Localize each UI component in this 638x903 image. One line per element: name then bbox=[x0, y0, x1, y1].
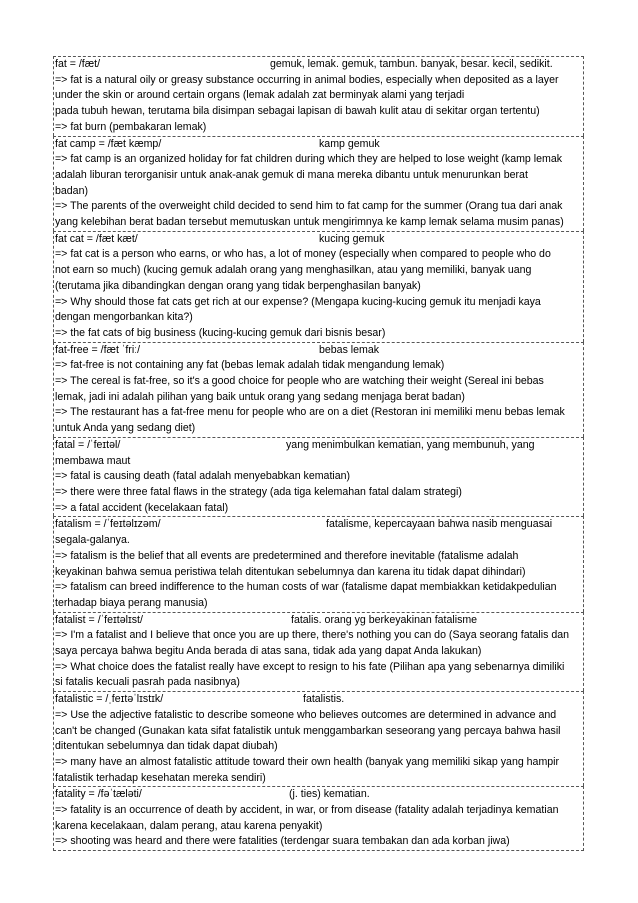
entry-text-line: terhadap biaya perang manusia) bbox=[55, 596, 208, 609]
headword: fat-free = /fæt ˈfriː/ bbox=[55, 343, 141, 356]
translation: yang menimbulkan kematian, yang membunuh, yang bbox=[286, 438, 535, 451]
dictionary-entry bbox=[53, 786, 584, 851]
entry-text-line: dengan mengorbankan kita?) bbox=[55, 311, 193, 324]
dictionary-entry bbox=[53, 612, 584, 692]
translation: fatalis. orang yg berkeyakinan fatalisme bbox=[291, 613, 478, 626]
entry-text-line: (terutama jika dibandingkan dengan orang yang tidak berpenghasilan banyak) bbox=[55, 279, 421, 292]
headword: fatal = /ˈfeɪtəl/ bbox=[55, 438, 121, 451]
translation: kucing gemuk bbox=[319, 232, 385, 245]
headword: fat camp = /fæt kæmp/ bbox=[55, 137, 162, 150]
entry-text-line: under the skin or around certain organs (lemak adalah zat berminyak alami yang terjadi bbox=[55, 89, 465, 102]
entry-text-line: => fat-free is not containing any fat (bebas lemak adalah tidak mengandung lemak) bbox=[55, 359, 445, 372]
entry-headline bbox=[55, 57, 582, 73]
headword: fatalism = /ˈfeɪtəlɪzəm/ bbox=[55, 518, 161, 531]
entry-text-line: not earn so much) (kucing gemuk adalah orang yang menghasilkan, atau yang memiliki, banyak uang bbox=[55, 264, 532, 277]
dictionary-document bbox=[53, 56, 584, 851]
translation: bebas lemak bbox=[319, 343, 380, 356]
entry-text-line: => fatalism is the belief that all events are predetermined and therefore inevitable (fatalisme adalah bbox=[55, 549, 519, 562]
translation: gemuk, lemak. gemuk, tambun. banyak, besar. kecil, sedikit. bbox=[270, 58, 553, 70]
entry-text-line: => The restaurant has a fat-free menu for people who are on a diet (Restoran ini memiliki menu bebas lemak bbox=[55, 406, 565, 419]
entry-headline bbox=[55, 517, 582, 533]
entry-headline bbox=[55, 787, 582, 803]
entry-text-line: fatalistik terhadap kesehatan mereka sendiri) bbox=[55, 771, 266, 784]
entry-text-line: => fatal is causing death (fatal adalah menyebabkan kematian) bbox=[55, 470, 351, 483]
entry-headline bbox=[55, 438, 582, 454]
entry-text-line: ditentukan sebelumnya dan tidak dapat diubah) bbox=[55, 740, 278, 753]
translation: fatalistis. bbox=[303, 693, 345, 706]
dictionary-entry bbox=[53, 437, 584, 517]
entry-text-line: => I'm a fatalist and I believe that once you are up there, there's nothing you can do (Saya seorang fatalis dan bbox=[55, 629, 570, 642]
headword: fat cat = /fæt kæt/ bbox=[55, 232, 138, 245]
entry-text-line: => there were three fatal flaws in the strategy (ada tiga kelemahan fatal dalam strategi) bbox=[55, 485, 462, 498]
entry-text-line: si fatalis kecuali pasrah pada nasibnya) bbox=[55, 676, 240, 689]
headword: fatalist = /ˈfeɪtəlɪst/ bbox=[55, 613, 143, 626]
entry-text-line: => fat is a natural oily or greasy substance occurring in animal bodies, especially when deposited as a layer bbox=[55, 73, 559, 86]
translation: kamp gemuk bbox=[319, 137, 380, 150]
entry-text-line: => fat cat is a person who earns, or who has, a lot of money (especially when compared to people who do bbox=[55, 248, 551, 261]
headword: fatalistic = /ˌfeɪtəˈlɪstɪk/ bbox=[55, 693, 164, 706]
entry-text-line: => many have an almost fatalistic attitude toward their own health (banyak yang memiliki sikap yang hampir bbox=[55, 755, 560, 768]
dictionary-entry bbox=[53, 342, 584, 437]
entry-text-line: untuk Anda yang sedang diet) bbox=[55, 422, 196, 435]
dictionary-entry bbox=[53, 136, 584, 231]
translation-continued: membawa maut bbox=[55, 454, 131, 467]
translation-continued: segala-galanya. bbox=[55, 534, 130, 547]
entry-text-line: => the fat cats of big business (kucing-kucing gemuk dari bisnis besar) bbox=[55, 326, 386, 339]
entry-text-line: => a fatal accident (kecelakaan fatal) bbox=[55, 501, 229, 514]
entry-text-line: => fat camp is an organized holiday for fat children during which they are helped to lose weight (kamp lemak bbox=[55, 153, 563, 166]
entry-text-line: karena kecelakaan, dalam perang, atau karena penyakit) bbox=[55, 819, 323, 832]
entry-headline bbox=[55, 343, 582, 359]
entry-text-line: => shooting was heard and there were fatalities (terdengar suara tembakan dan ada korban jiwa) bbox=[55, 835, 510, 848]
dictionary-entry bbox=[53, 516, 584, 611]
translation: (j. ties) kematian. bbox=[289, 788, 370, 801]
headword: fat = /fæt/ bbox=[55, 58, 101, 70]
dictionary-entry bbox=[53, 691, 584, 786]
entry-text-line: lemak, jadi ini adalah pilihan yang baik untuk orang yang sedang menjaga berat badan) bbox=[55, 390, 465, 403]
translation: fatalisme, kepercayaan bahwa nasib menguasai bbox=[326, 518, 553, 531]
dictionary-entry bbox=[53, 231, 584, 342]
entry-text-line: => fatalism can breed indifference to the human costs of war (fatalisme dapat membiakkan ketidakpedulian bbox=[55, 581, 557, 594]
headword: fatality = /fəˈtæləti/ bbox=[55, 788, 142, 801]
entry-text-line: => Why should those fat cats get rich at our expense? (Mengapa kucing-kucing gemuk itu menjadi kaya bbox=[55, 295, 541, 308]
entry-text-line: pada tubuh hewan, terutama bila disimpan sebagai lapisan di bawah kulit atau di sekitar organ tertentu) bbox=[55, 105, 540, 118]
entry-text-line: => The parents of the overweight child decided to send him to fat camp for the summer (Orang tua dari anak bbox=[55, 200, 563, 213]
entry-text-line: => What choice does the fatalist really have except to resign to his fate (Pilihan apa yang sebenarnya dimiliki bbox=[55, 660, 565, 673]
entry-text-line: saya percaya bahwa begitu Anda berada di atas sana, tidak ada yang dapat Anda lakukan) bbox=[55, 645, 482, 658]
entry-headline bbox=[55, 137, 582, 153]
dictionary-entry bbox=[53, 56, 584, 136]
entry-headline bbox=[55, 232, 582, 248]
entry-text-line: => Use the adjective fatalistic to describe someone who believes outcomes are determined in advance and bbox=[55, 708, 557, 721]
entry-headline bbox=[55, 613, 582, 629]
entry-text-line: => The cereal is fat-free, so it's a good choice for people who are watching their weight (Sereal ini bebas bbox=[55, 375, 544, 388]
entry-text-line: adalah liburan terorganisir untuk anak-anak gemuk di mana mereka dibantu untuk menurunkan berat bbox=[55, 168, 528, 181]
entry-headline bbox=[55, 692, 582, 708]
entry-text-line: badan) bbox=[55, 184, 88, 197]
entry-text-line: => fat burn (pembakaran lemak) bbox=[55, 120, 207, 133]
entry-text-line: yang kelebihan berat badan tersebut memutuskan untuk mengirimnya ke kamp lemak selama musim panas) bbox=[55, 216, 564, 229]
entry-text-line: keyakinan bahwa semua peristiwa telah ditentukan sebelumnya dan karena itu tidak dapat dihindari) bbox=[55, 565, 526, 578]
entry-text-line: => fatality is an occurrence of death by accident, in war, or from disease (fatality adalah terjadinya kematian bbox=[55, 804, 559, 817]
entry-text-line: can't be changed (Gunakan kata sifat fatalistik untuk menggambarkan seseorang yang percaya bahwa hasil bbox=[55, 724, 561, 737]
